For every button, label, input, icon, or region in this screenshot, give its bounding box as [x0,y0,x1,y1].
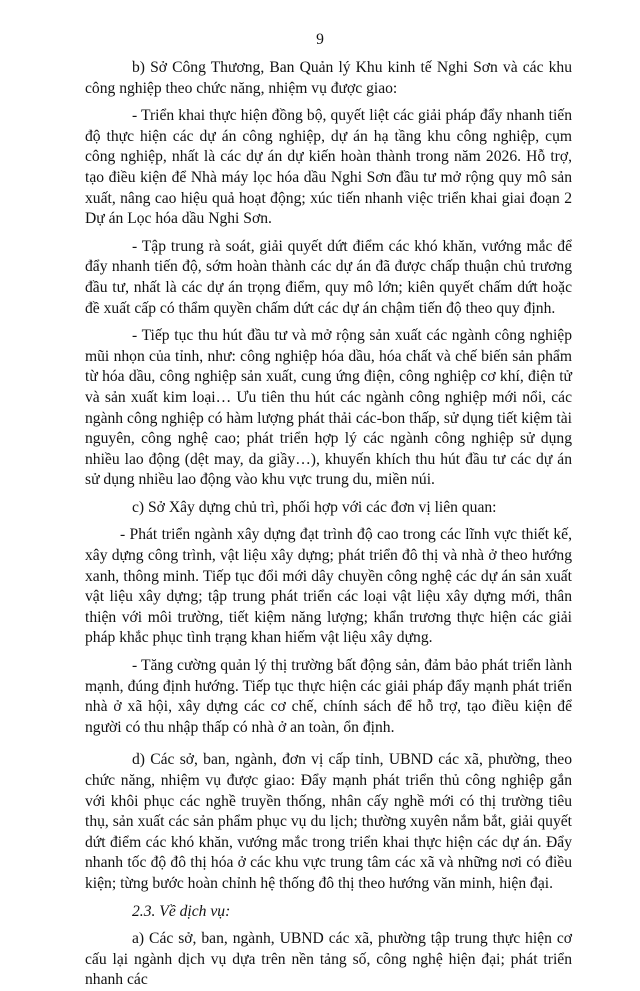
paragraph-b-item-1: - Triển khai thực hiện đồng bộ, quyết liệt các giải pháp đẩy nhanh tiến độ thực hiện các dự án công nghiệp, dự án hạ tầng khu công nghiệp, cụm công nghiệp, nhất là các dự án dự kiến hoàn thành trong năm 2026. Hỗ trợ, tạo điều kiện để Nhà máy lọc hóa dầu Nghi Sơn đầu tư mở rộng quy mô sản xuất, nâng cao hiệu quả hoạt động; xúc tiến nhanh việc triển khai giai đoạn 2 Dự án Lọc hóa dầu Nghi Sơn. [85,107,572,228]
page-number: 9 [316,31,324,48]
paragraph-b-item-3: - Tiếp tục thu hút đầu tư và mở rộng sản xuất các ngành công nghiệp mũi nhọn của tỉnh, như: công nghiệp hóa dầu, hóa chất và chế biến sản phẩm từ hóa dầu, công nghiệp sản xuất, cung ứng điện, công nghiệp cơ khí, điện tử và sản xuất kim loại… Ưu tiên thu hút các ngành công nghiệp mới nổi, các ngành công nghiệp có hàm lượng phát thải các-bon thấp, sử dụng tiết kiệm tài nguyên, công nghệ cao; phát triển hợp lý các ngành công nghiệp sử dụng nhiều lao động (dệt may, da giầy…), khuyến khích thu hút đầu tư các dự án sử dụng nhiều lao động vào khu vực trung du, miền núi. [85,327,572,489]
paragraph-b-heading: b) Sở Công Thương, Ban Quản lý Khu kinh tế Nghi Sơn và các khu công nghiệp theo chức năng, nhiệm vụ được giao: [85,59,572,97]
paragraph-c-item-1: - Phát triển ngành xây dựng đạt trình độ cao trong các lĩnh vực thiết kế, xây dựng công trình, vật liệu xây dựng; phát triển đô thị và nhà ở theo hướng xanh, thông minh. Tiếp tục đổi mới dây chuyền công nghệ các dự án sản xuất vật liệu xây dựng; tập trung phát triển các loại vật liệu xây dựng mới, thân thiện với môi trường, tiết kiệm năng lượng; khẩn trương thực hiện các giải pháp khắc phục tình trạng khan hiếm vật liệu xây dựng. [85,526,572,647]
paragraph-c-item-2: - Tăng cường quản lý thị trường bất động sản, đảm bảo phát triển lành mạnh, đúng định hướng. Tiếp tục thực hiện các giải pháp đẩy mạnh phát triển nhà ở xã hội, xây dựng các cơ chế, chính sách để hỗ trợ, tạo điều kiện để người có thu nhập thấp có nhà ở an toàn, ổn định. [85,657,572,736]
paragraph-c-heading: c) Sở Xây dựng chủ trì, phối hợp với các đơn vị liên quan: [132,498,497,516]
document-body [85,58,572,991]
section-heading-2-3: 2.3. Về dịch vụ: [132,902,231,920]
paragraph-a: a) Các sở, ban, ngành, UBND các xã, phường tập trung thực hiện cơ cấu lại ngành dịch vụ dựa trên nền tảng số, công nghệ hiện đại; phát triển nhanh các [85,930,572,989]
paragraph-d: d) Các sở, ban, ngành, đơn vị cấp tỉnh, UBND các xã, phường, theo chức năng, nhiệm vụ được giao: Đẩy mạnh phát triển thủ công nghiệp gắn với khôi phục các nghề truyền thống, nhân cấy nghề mới có thị trường tiêu thụ, sản xuất các sản phẩm phục vụ du lịch; thường xuyên nắm bắt, giải quyết dứt điểm các khó khăn, vướng mắc trong triển khai thực hiện các dự án. Đẩy nhanh tốc độ đô thị hóa ở các khu vực trung tâm các xã và những nơi có điều kiện; từng bước hoàn chỉnh hệ thống đô thị theo hướng văn minh, hiện đại. [85,751,572,892]
paragraph-b-item-2: - Tập trung rà soát, giải quyết dứt điểm các khó khăn, vướng mắc để đẩy nhanh tiến độ, sớm hoàn thành các dự án đã được chấp thuận chủ trương đầu tư, nhất là các dự án trọng điểm, quy mô lớn; kiên quyết chấm dứt hoặc đề xuất cấp có thẩm quyền chấm dứt các dự án chậm tiến độ theo quy định. [85,237,572,317]
